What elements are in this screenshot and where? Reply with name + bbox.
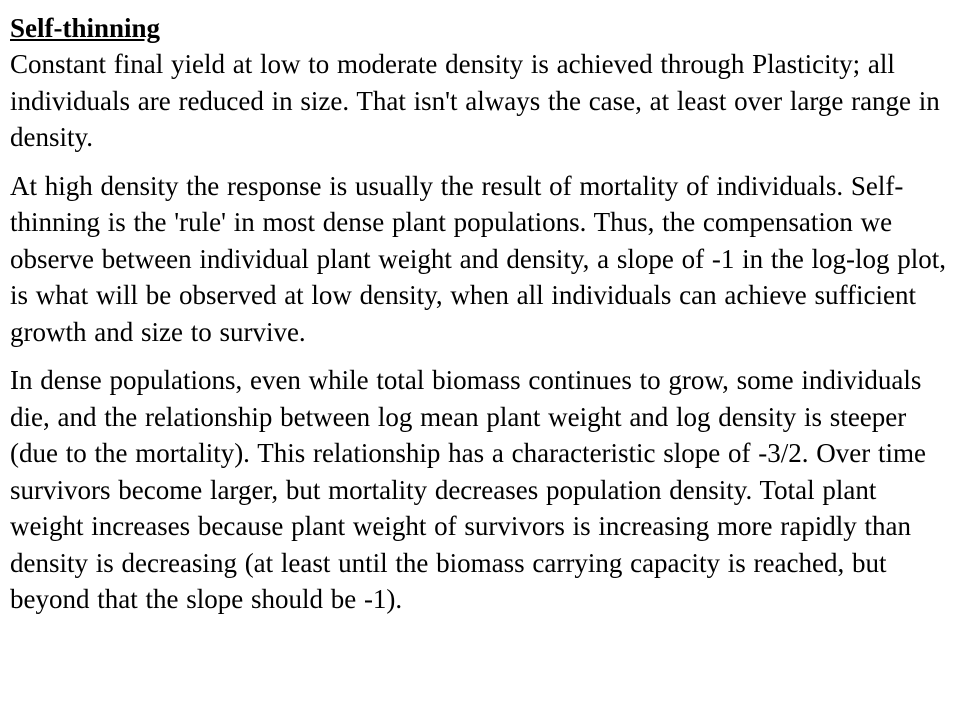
slide-title: Self-thinning xyxy=(10,13,161,43)
slide-content xyxy=(10,10,950,630)
paragraph-high-density: At high density the response is usually the result of mortality of individuals. Self-thinning is the 'rule' in most dense plant populations. Thus, the compensation we observe between individual plant weight and density, a slope of -1 in the log-log plot, is what will be observed at low density, when all individuals can achieve sufficient growth and size to survive. xyxy=(10,170,947,347)
paragraph-dense-populations: In dense populations, even while total biomass continues to grow, some individuals die, and the relationship between log mean plant weight and log density is steeper (due to the mortality). This relationship has a characteristic slope of -3/2. Over time survivors become larger, but mortality decreases population density. Total plant weight increases because plant weight of survivors is increasing more rapidly than density is decreasing (at least until the biomass carrying capacity is reached, but beyond that the slope should be -1). xyxy=(10,365,926,614)
paragraph-plasticity: Constant final yield at low to moderate density is achieved through Plasticity; all individuals are reduced in size. That isn't always the case, at least over large range in density. xyxy=(10,49,940,152)
